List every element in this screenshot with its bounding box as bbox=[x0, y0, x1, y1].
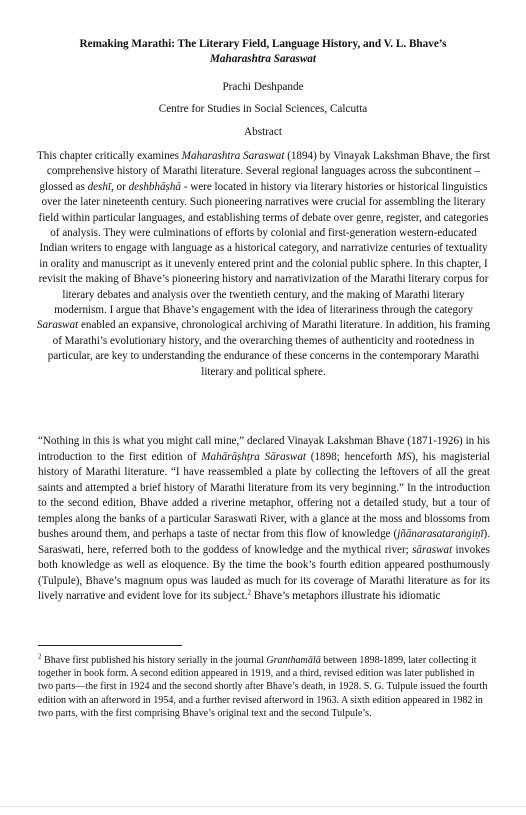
abstract-segment: (1894) by Vinayak Lakshman Bhave, the first comprehensive history of Marathi literature. Several regional languages across the subcontinent – glossed as bbox=[39, 150, 490, 193]
footnote-reference[interactable]: 2 bbox=[247, 588, 251, 597]
footnote-segment: between 1898-1899, later collecting it together in book form. A second edition appeared in 1919, and a third, revised edition was later published in two parts—the first in 1924 and the second shortly after Bhave’s death, in 1928. S. G. Tulpule issued the fourth edition with an afterword in 1954, and a further revised afterword in 1963. A sixth edition appeared in 1982 in two parts, with the first comprising Bhave’s original text and the second Tulpule’s. bbox=[38, 655, 488, 719]
author-name: Prachi Deshpande bbox=[222, 81, 304, 93]
body-italic: sāraswat bbox=[412, 543, 453, 556]
paper-title-line-2 bbox=[30, 52, 496, 67]
body-segment: ). Saraswati, here, referred both to the goddess of knowledge and the mythical river; bbox=[38, 528, 490, 556]
page-bottom-edge bbox=[0, 806, 526, 807]
abstract-italic: deshī bbox=[87, 180, 111, 193]
footnote-divider bbox=[38, 645, 182, 646]
footnote-segment: Bhave first published his history serially in the journal bbox=[41, 655, 267, 666]
abstract-italic: Saraswat bbox=[36, 319, 79, 332]
abstract-heading: Abstract bbox=[244, 126, 282, 138]
body-segment: Bhave’s metaphors illustrate his idiomatic bbox=[250, 590, 441, 602]
paper-title-line-1: Remaking Marathi: The Literary Field, Language History, and V. L. Bhave’s bbox=[79, 38, 447, 50]
abstract-italic: deshbhāṣhā bbox=[128, 180, 181, 193]
body-italic: jñānarasataraṅgiṇī bbox=[397, 528, 484, 540]
abstract-segment: , or bbox=[111, 180, 129, 193]
abstract-segment: enabled an expansive, chronological archiving of Marathi literature. In addition, his framing of Marathi’s evolutionary history, and the overarching themes of authenticity and rootedness in particular, are key to understanding the endurance of these concerns in the contemporary Marathi literary and political sphere. bbox=[47, 319, 491, 378]
abstract-text bbox=[36, 149, 491, 380]
footnote-number: 2 bbox=[38, 652, 42, 661]
author-affiliation: Centre for Studies in Social Sciences, Calcutta bbox=[158, 103, 368, 115]
abstract-segment: - were located in history via literary histories or historical linguistics over the later nineteenth century. Such pioneering narratives were crucial for assembling the literary field within particular languages, and establishing terms of debate over genre, register, and categories of analysis. They were culminations of efforts by colonial and first-generation western-educated Indian writers to engage with language as a historical category, and narrativize centuries of textuality in orality and manuscript as it unevenly entered print and the colonial public sphere. In this chapter, I revisit the making of Bhave’s pioneering history and narrativization of the Marathi literary corpus for literary debates and analysis over the twentieth century, and the making of Marathi literary modernism. I argue that Bhave’s engagement with the idea of literariness through the category bbox=[38, 180, 489, 317]
paper-title-italic: Maharashtra Saraswat bbox=[209, 53, 316, 65]
body-segment: (1898; henceforth bbox=[305, 450, 397, 463]
body-italic: Mahārāṣhṭra Sāraswat bbox=[201, 450, 306, 463]
paper-title bbox=[30, 37, 496, 67]
abstract-segment: This chapter critically examines bbox=[37, 150, 182, 162]
body-italic: MS bbox=[396, 450, 412, 463]
body-paragraph bbox=[38, 434, 490, 605]
footnote-italic: Granthamālā bbox=[266, 655, 321, 666]
body-segment: invokes both knowledge as well as eloquence. By the time the book’s fourth edition appeared posthumously (Tulpule), Bhave’s magnum opus was lauded as much for its coverage of Marathi literature as for its lively narrative and evident love for its subject. bbox=[38, 543, 490, 602]
body-segment: ), his magisterial history of Marathi literature. “I have reassembled a plate by collecting the leftovers of all the great saints and attempted a brief history of Marathi literature from its very beginning.” In the introduction to the second edition, Bhave added a riverine metaphor, offering not a detailed study, but a tour of temples along the banks of a particular Saraswati River, with a glance at the moss and blossoms from bushes around them, and perhaps a taste of nectar from this flow of knowledge ( bbox=[38, 450, 490, 540]
body-segment: “Nothing in this is what you might call mine,” declared Vinayak Lakshman Bhave (1871-1926) in his introduction to the first edition of bbox=[38, 435, 490, 463]
abstract-italic: Maharashtra Saraswat bbox=[181, 150, 285, 162]
footnote bbox=[38, 654, 490, 720]
